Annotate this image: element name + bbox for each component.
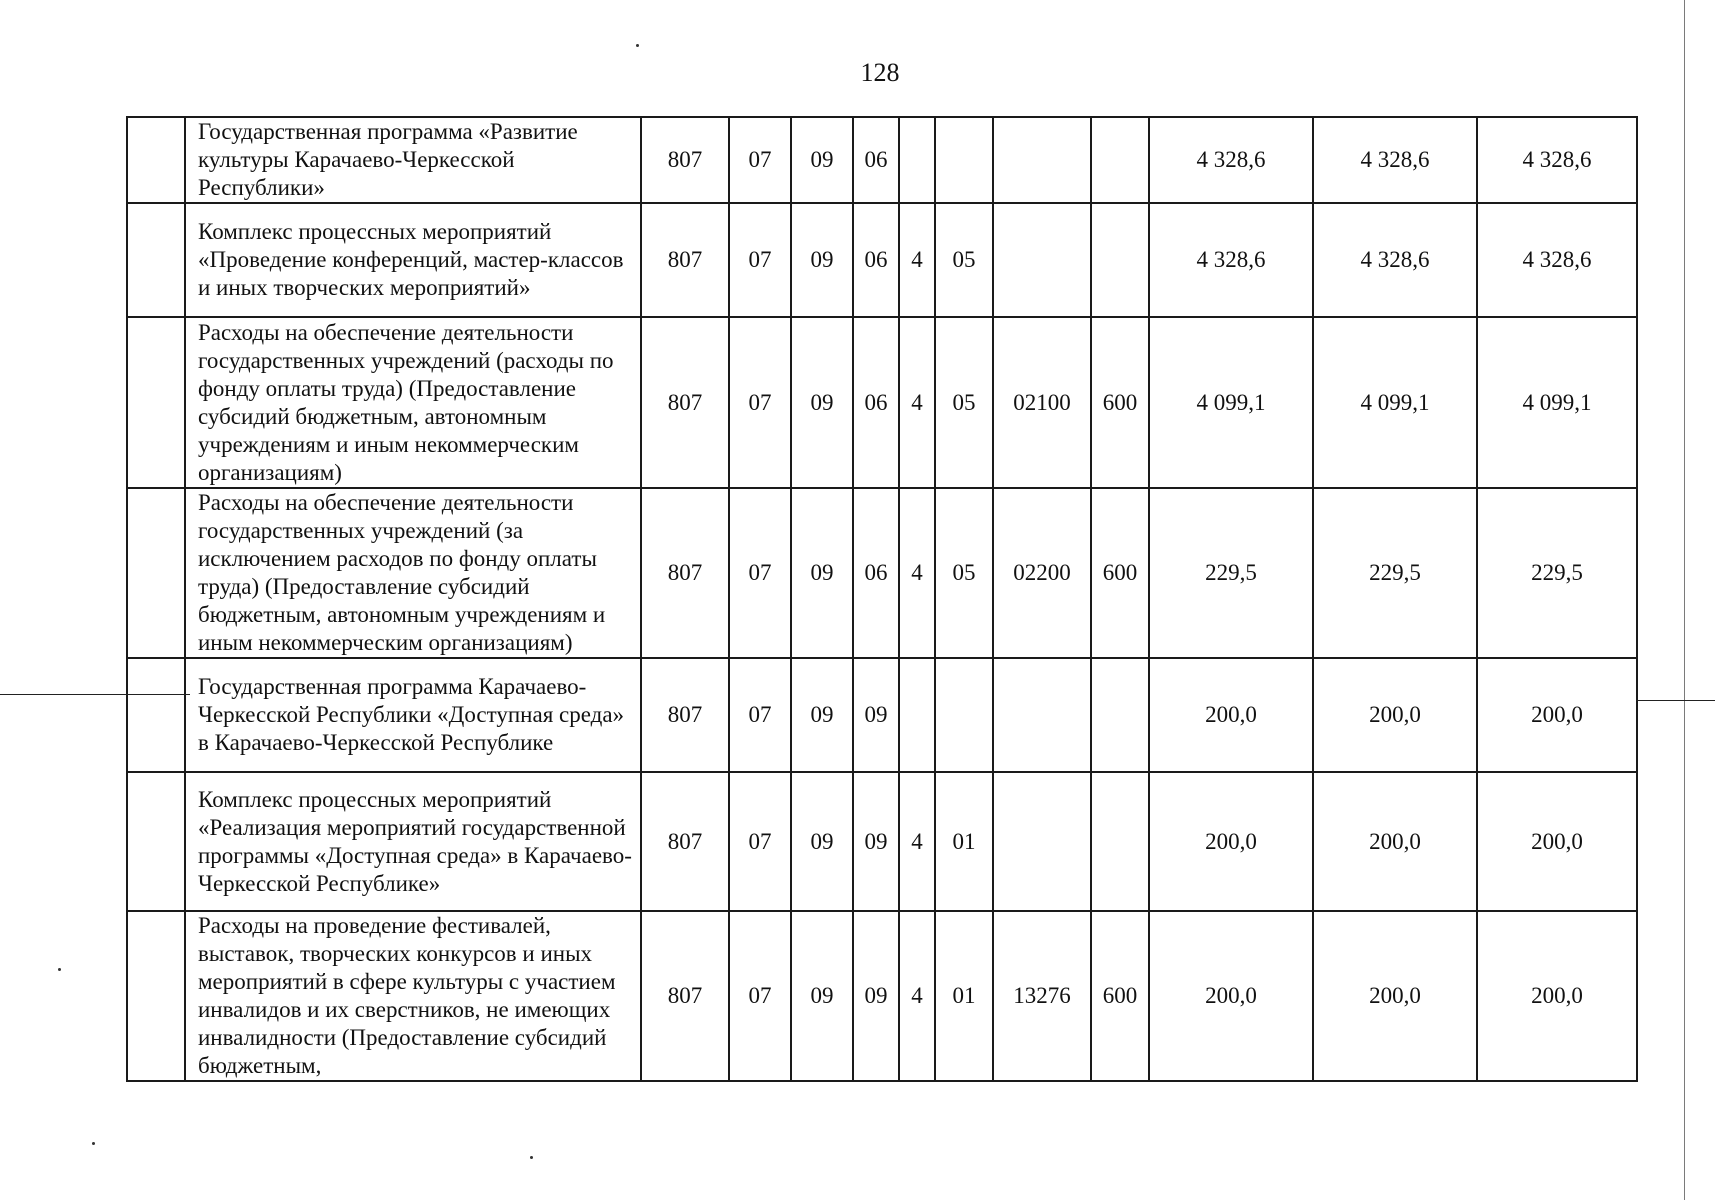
code-activity bbox=[935, 117, 993, 203]
budget-table bbox=[126, 116, 1638, 1082]
code-subprogram: 4 bbox=[899, 911, 935, 1081]
amount-year-3: 200,0 bbox=[1477, 911, 1637, 1081]
row-description: Комплекс процессных мероприятий «Проведение конференций, мастер-классов и иных творческих мероприятий» bbox=[185, 203, 641, 317]
amount-year-2: 229,5 bbox=[1313, 488, 1477, 658]
scan-artifact-dot bbox=[92, 1142, 95, 1145]
code-subsection: 09 bbox=[791, 117, 853, 203]
code-subprogram: 4 bbox=[899, 772, 935, 911]
row-description: Комплекс процессных мероприятий «Реализация мероприятий государственной программы «Доступная среда» в Карачаево-Черкесской Республике» bbox=[185, 772, 641, 911]
code-subprogram: 4 bbox=[899, 317, 935, 488]
code-subsection: 09 bbox=[791, 203, 853, 317]
code-subsection: 09 bbox=[791, 488, 853, 658]
code-section: 07 bbox=[729, 317, 791, 488]
amount-year-2: 4 328,6 bbox=[1313, 117, 1477, 203]
code-program: 09 bbox=[853, 911, 899, 1081]
row-description: Государственная программа «Развитие культуры Карачаево-Черкесской Республики» bbox=[185, 117, 641, 203]
amount-year-3: 229,5 bbox=[1477, 488, 1637, 658]
code-subsection: 09 bbox=[791, 658, 853, 772]
row-index-cell bbox=[127, 911, 185, 1081]
page-number: 128 bbox=[860, 58, 900, 87]
table-row bbox=[127, 772, 1637, 911]
code-subprogram bbox=[899, 658, 935, 772]
amount-year-3: 4 328,6 bbox=[1477, 117, 1637, 203]
code-direction bbox=[993, 203, 1091, 317]
row-description: Расходы на обеспечение деятельности государственных учреждений (за исключением расходов по фонду оплаты труда) (Предоставление субсидий бюджетным, автономным учреждениям и иным некоммерческим организациям) bbox=[185, 488, 641, 658]
amount-year-2: 200,0 bbox=[1313, 658, 1477, 772]
code-expense-type bbox=[1091, 772, 1149, 911]
code-ministry: 807 bbox=[641, 488, 729, 658]
code-program: 09 bbox=[853, 658, 899, 772]
code-direction bbox=[993, 772, 1091, 911]
table-row bbox=[127, 317, 1637, 488]
code-expense-type bbox=[1091, 117, 1149, 203]
code-activity: 01 bbox=[935, 772, 993, 911]
row-index-cell bbox=[127, 117, 185, 203]
row-index-cell bbox=[127, 203, 185, 317]
code-program: 06 bbox=[853, 488, 899, 658]
table-row bbox=[127, 911, 1637, 1081]
code-section: 07 bbox=[729, 117, 791, 203]
code-expense-type: 600 bbox=[1091, 911, 1149, 1081]
code-activity bbox=[935, 658, 993, 772]
code-section: 07 bbox=[729, 911, 791, 1081]
row-index-cell bbox=[127, 488, 185, 658]
code-direction: 02100 bbox=[993, 317, 1091, 488]
code-direction: 13276 bbox=[993, 911, 1091, 1081]
row-index-cell bbox=[127, 658, 185, 772]
code-section: 07 bbox=[729, 203, 791, 317]
amount-year-2: 4 099,1 bbox=[1313, 317, 1477, 488]
code-program: 09 bbox=[853, 772, 899, 911]
row-index-cell bbox=[127, 772, 185, 911]
amount-year-1: 200,0 bbox=[1149, 658, 1313, 772]
amount-year-2: 4 328,6 bbox=[1313, 203, 1477, 317]
amount-year-1: 4 328,6 bbox=[1149, 117, 1313, 203]
amount-year-1: 4 328,6 bbox=[1149, 203, 1313, 317]
code-ministry: 807 bbox=[641, 317, 729, 488]
amount-year-2: 200,0 bbox=[1313, 911, 1477, 1081]
code-ministry: 807 bbox=[641, 203, 729, 317]
scan-artifact-dot bbox=[530, 1156, 533, 1159]
scan-artifact-dot bbox=[636, 44, 639, 47]
code-section: 07 bbox=[729, 488, 791, 658]
code-subprogram: 4 bbox=[899, 488, 935, 658]
code-expense-type: 600 bbox=[1091, 488, 1149, 658]
amount-year-3: 4 099,1 bbox=[1477, 317, 1637, 488]
table-row bbox=[127, 658, 1637, 772]
amount-year-1: 200,0 bbox=[1149, 772, 1313, 911]
scan-artifact-margin-line bbox=[1684, 0, 1685, 1200]
table-row bbox=[127, 117, 1637, 203]
code-ministry: 807 bbox=[641, 911, 729, 1081]
code-subsection: 09 bbox=[791, 911, 853, 1081]
row-description: Расходы на обеспечение деятельности государственных учреждений (расходы по фонду оплаты труда) (Предоставление субсидий бюджетным, автономным учреждениям и иным некоммерческим организациям) bbox=[185, 317, 641, 488]
amount-year-3: 200,0 bbox=[1477, 658, 1637, 772]
code-direction bbox=[993, 117, 1091, 203]
amount-year-1: 229,5 bbox=[1149, 488, 1313, 658]
code-ministry: 807 bbox=[641, 772, 729, 911]
code-activity: 05 bbox=[935, 203, 993, 317]
scan-artifact-dot bbox=[58, 968, 61, 971]
code-activity: 05 bbox=[935, 488, 993, 658]
table-row bbox=[127, 488, 1637, 658]
code-ministry: 807 bbox=[641, 117, 729, 203]
code-program: 06 bbox=[853, 317, 899, 488]
code-expense-type: 600 bbox=[1091, 317, 1149, 488]
amount-year-3: 200,0 bbox=[1477, 772, 1637, 911]
scan-artifact-line-right bbox=[1636, 700, 1715, 701]
row-index-cell bbox=[127, 317, 185, 488]
table-row bbox=[127, 203, 1637, 317]
code-subsection: 09 bbox=[791, 772, 853, 911]
code-subprogram: 4 bbox=[899, 203, 935, 317]
amount-year-1: 4 099,1 bbox=[1149, 317, 1313, 488]
code-section: 07 bbox=[729, 772, 791, 911]
code-subsection: 09 bbox=[791, 317, 853, 488]
scan-artifact-line-left bbox=[0, 694, 190, 695]
code-expense-type bbox=[1091, 203, 1149, 317]
amount-year-3: 4 328,6 bbox=[1477, 203, 1637, 317]
row-description: Расходы на проведение фестивалей, выставок, творческих конкурсов и иных мероприятий в сфере культуры с участием инвалидов и их сверстников, не имеющих инвалидности (Предоставление субсидий бюджетным, bbox=[185, 911, 641, 1081]
amount-year-1: 200,0 bbox=[1149, 911, 1313, 1081]
code-section: 07 bbox=[729, 658, 791, 772]
code-direction bbox=[993, 658, 1091, 772]
code-expense-type bbox=[1091, 658, 1149, 772]
code-activity: 05 bbox=[935, 317, 993, 488]
code-program: 06 bbox=[853, 203, 899, 317]
row-description: Государственная программа Карачаево-Черкесской Республики «Доступная среда» в Карачаево-Черкесской Республике bbox=[185, 658, 641, 772]
code-subprogram bbox=[899, 117, 935, 203]
code-program: 06 bbox=[853, 117, 899, 203]
code-activity: 01 bbox=[935, 911, 993, 1081]
code-direction: 02200 bbox=[993, 488, 1091, 658]
code-ministry: 807 bbox=[641, 658, 729, 772]
amount-year-2: 200,0 bbox=[1313, 772, 1477, 911]
